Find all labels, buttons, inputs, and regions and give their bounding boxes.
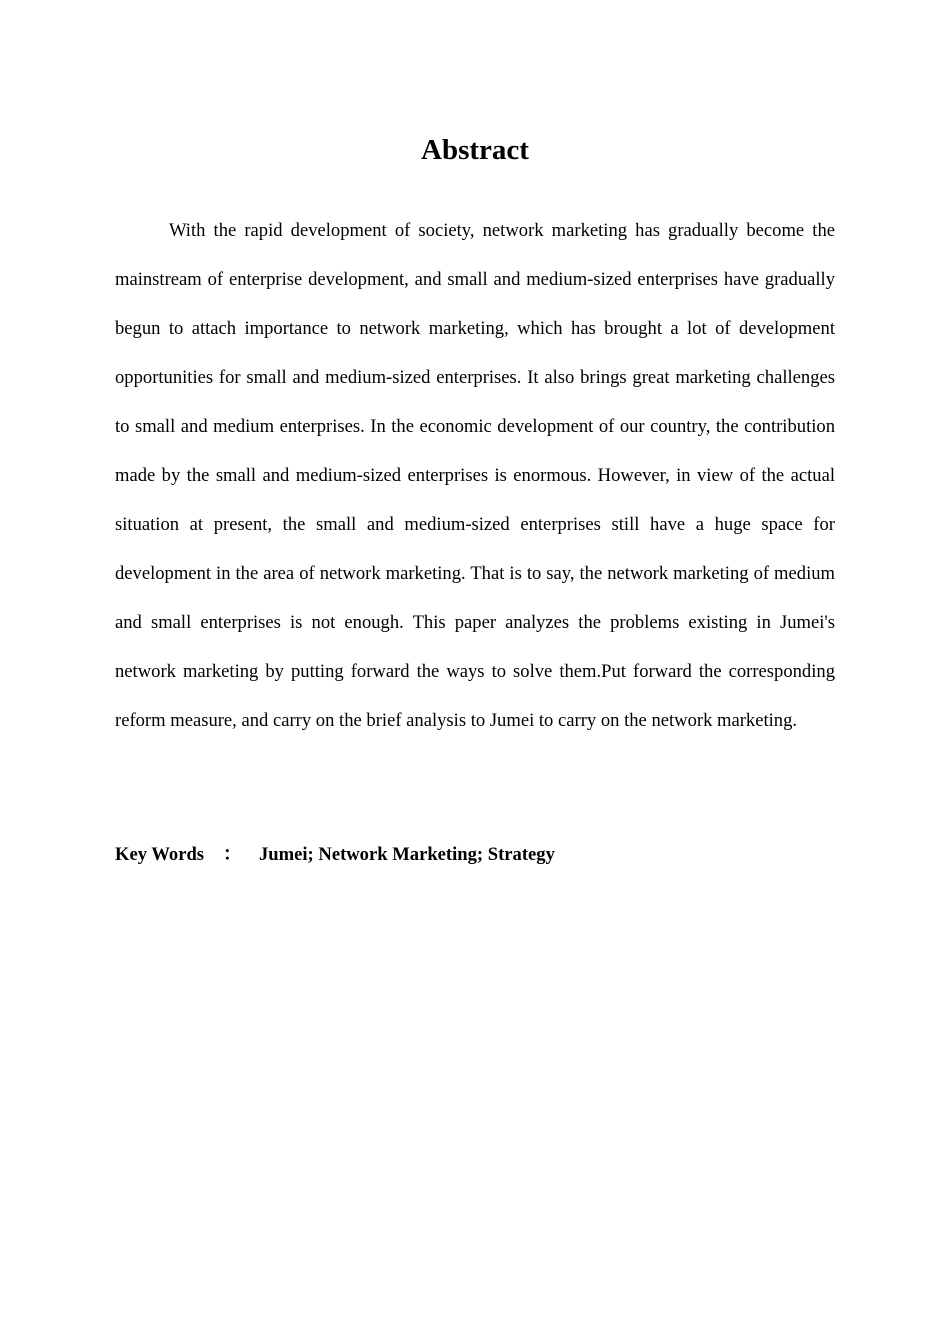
keywords-line (115, 841, 835, 869)
keywords-separator: ： (223, 844, 242, 865)
keywords-label: Key Words (115, 844, 205, 865)
keywords-value: Jumei; Network Marketing; Strategy (259, 844, 555, 865)
page-title: Abstract (421, 134, 529, 166)
abstract-paragraph: With the rapid development of society, network marketing has gradually become the mainstream of enterprise development, and small and medium-sized enterprises have gradually begun to attach importance to network marketing, which has brought a lot of development opportunities for small and medium-sized enterprises. It also brings great marketing challenges to small and medium enterprises. In the economic development of our country, the contribution made by the small and medium-sized enterprises is enormous. However, in view of the actual situation at present, the small and medium-sized enterprises still have a huge space for development in the area of network marketing. That is to say, the network marketing of medium and small enterprises is not enough. This paper analyzes the problems existing in Jumei's network marketing by putting forward the ways to solve them.Put forward the corresponding reform measure, and carry on the brief analysis to Jumei to carry on the network marketing. (115, 220, 835, 731)
